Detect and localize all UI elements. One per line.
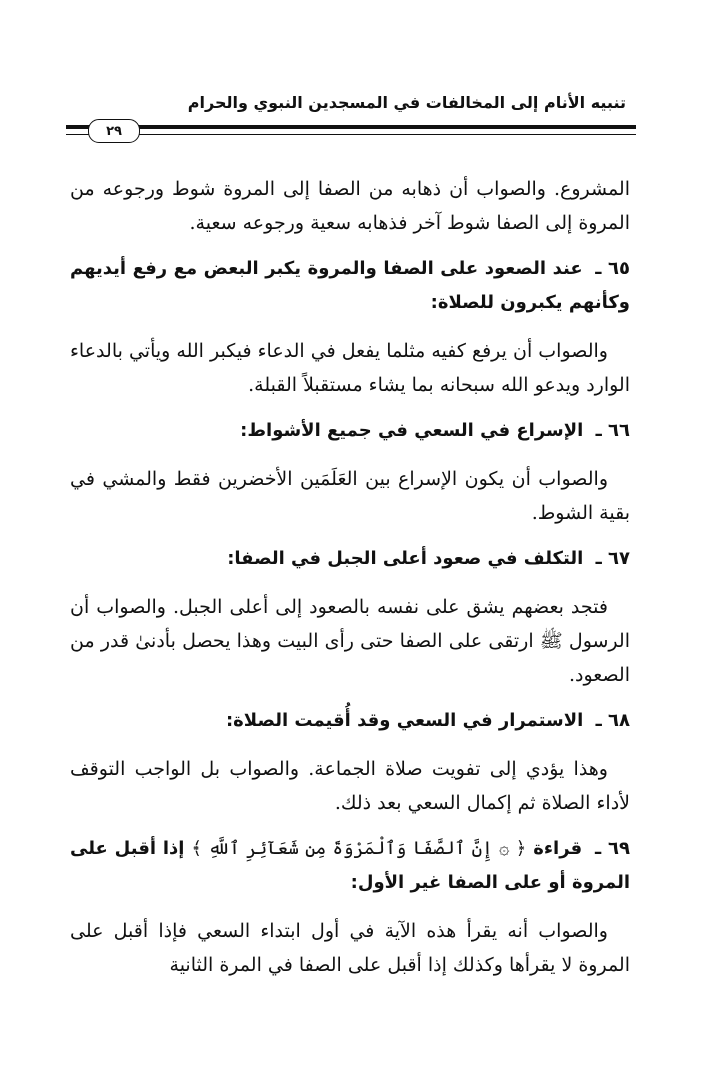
item-heading: [70, 414, 630, 448]
paragraph: والصواب أنه يقرأ هذه الآية في أول ابتداء السعي فإذا أقبل على المروة لا يقرأها وكذلك إذا أقبل على الصفا في المرة الثانية: [70, 920, 630, 976]
item-number: ٦٧ ـ: [595, 548, 630, 569]
item-title: الاستمرار في السعي وقد أُقيمت الصلاة:: [225, 710, 584, 731]
item-title: عند الصعود على الصفا والمروة يكبر البعض مع رفع أيديهم وكأنهم يكبرون للصلاة:: [70, 258, 630, 313]
paragraph: والصواب أن يرفع كفيه مثلما يفعل في الدعاء فيكبر الله ويأتي بالدعاء الوارد ويدعو الله سبحانه بما يشاء مستقبلاً القبلة.: [70, 340, 630, 396]
item-number: ٦٨ ـ: [595, 710, 630, 731]
header-rule-thick: [66, 125, 636, 129]
item-heading: [70, 832, 630, 900]
paragraph: وهذا يؤدي إلى تفويت صلاة الجماعة. والصواب بل الواجب التوقف لأداء الصلاة ثم إكمال السعي بعد ذلك.: [70, 758, 630, 814]
body-text: [70, 172, 630, 994]
item-number: ٦٦ ـ: [595, 420, 630, 441]
item-title: الإسراع في السعي في جميع الأشواط:: [240, 420, 584, 441]
item-title: إذا أقبل على المروة أو على الصفا غير الأول:: [70, 838, 630, 893]
item-heading: [70, 252, 630, 320]
item-heading: [70, 704, 630, 738]
paragraph: فتجد بعضهم يشق على نفسه بالصعود إلى أعلى الجبل. والصواب أن الرسول ﷺ ارتقى على الصفا حتى رأى البيت وهذا يحصل بأدنىٰ قدر من الصعود.: [70, 596, 630, 686]
running-title: تنبيه الأنام إلى المخالفات في المسجدين النبوي والحرام: [187, 93, 626, 112]
item-title: التكلف في صعود أعلى الجبل في الصفا:: [227, 548, 584, 569]
item-number: ٦٩ ـ: [595, 838, 630, 859]
paragraph: والصواب أن يكون الإسراع بين العَلَمَين الأخضرين فقط والمشي في بقية الشوط.: [70, 468, 630, 524]
item-number: ٦٥ ـ: [595, 258, 630, 279]
quran-verse: ﴿ ۞ إِنَّ ٱلصَّفَا وَٱلْمَرْوَةَ مِن شَعَآئِرِ ٱللَّهِ ﴾: [191, 838, 527, 859]
header-rule-thin: [66, 134, 636, 135]
header-rule: [66, 125, 636, 135]
item-title-prefix: قراءة: [533, 838, 583, 859]
paragraph: المشروع. والصواب أن ذهابه من الصفا إلى المروة شوط ورجوعه من المروة إلى الصفا شوط آخر فذهابه سعية ورجوعه سعية.: [70, 178, 630, 234]
item-heading: [70, 542, 630, 576]
page-number: ٢٩: [88, 119, 140, 143]
